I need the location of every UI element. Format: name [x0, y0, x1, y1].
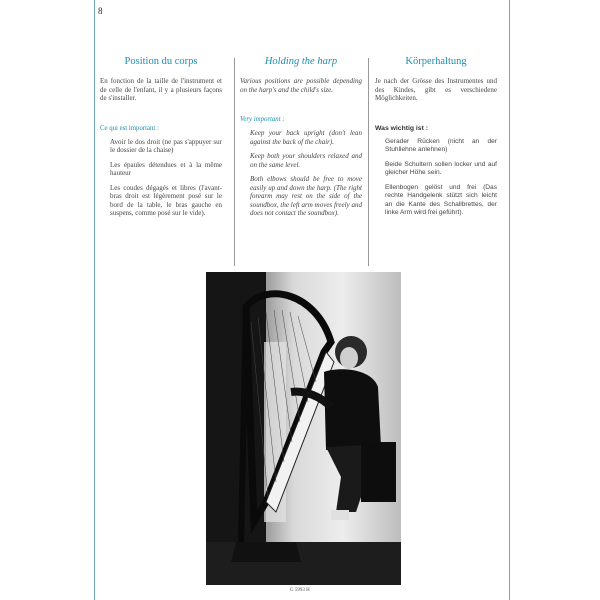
- column-divider-1: [234, 58, 235, 266]
- heading-german: Körperhaltung: [405, 56, 467, 67]
- intro-english: Various positions are possible depending on the harp's and the child's size.: [240, 77, 362, 94]
- harp-photo-illustration: [206, 272, 401, 585]
- heading-english: Holding the harp: [264, 56, 338, 67]
- photo-child-playing-harp: [206, 272, 401, 585]
- item-german-2: Beide Schultern sollen locker und auf gleicher Höhe sein.: [385, 160, 497, 176]
- column-german: [375, 40, 497, 224]
- item-french-3: Les coudes dégagés et libres (l'avant-bras droit est légèrement posé sur le bord de la table, le bras gauche en suspens, comme posé sur le vide).: [110, 183, 222, 217]
- item-french-2: Les épaules détendues et à la même hauteur: [110, 160, 222, 177]
- item-german-3: Ellenbogen gelöst und frei (Das rechte Handgelenk stützt sich leicht an die Kante des Schallbrettes, der linke Arm wird frei geführt).: [385, 183, 497, 216]
- page-number: 8: [98, 6, 103, 16]
- item-english-3: Both elbows should be free to move easily up and down the harp. (The right forearm may rest on the side of the soundbox, the left arm moves freely and does not contact the soundbox).: [250, 175, 362, 217]
- intro-french: En fonction de la taille de l'instrument et de celle de l'enfant, il y a plusieurs façons de s'installer.: [100, 77, 222, 102]
- column-french: [100, 40, 222, 224]
- item-french-1: Avoir le dos droit (ne pas s'appuyer sur le dossier de la chaise): [110, 137, 222, 154]
- item-english-1: Keep your back upright (don't lean against the back of the chair).: [250, 129, 362, 146]
- column-english: [240, 40, 362, 224]
- column-divider-2: [368, 58, 369, 266]
- item-german-1: Gerader Rücken (nicht an der Stuhllehne anlehnen): [385, 137, 497, 153]
- item-english-2: Keep both your shoulders relaxed and on the same level.: [250, 152, 362, 169]
- footer-code: G 5993 H: [290, 588, 310, 593]
- subheading-french: Ce qui est important :: [100, 124, 159, 132]
- subheading-german: Was wichtig ist :: [375, 124, 428, 132]
- intro-german: Je nach der Grösse des Instrumentes und des Kindes, gibt es verschiedene Möglichkeiten.: [375, 77, 497, 102]
- heading-french: Position du corps: [124, 56, 198, 67]
- subheading-english: Very important :: [240, 116, 285, 123]
